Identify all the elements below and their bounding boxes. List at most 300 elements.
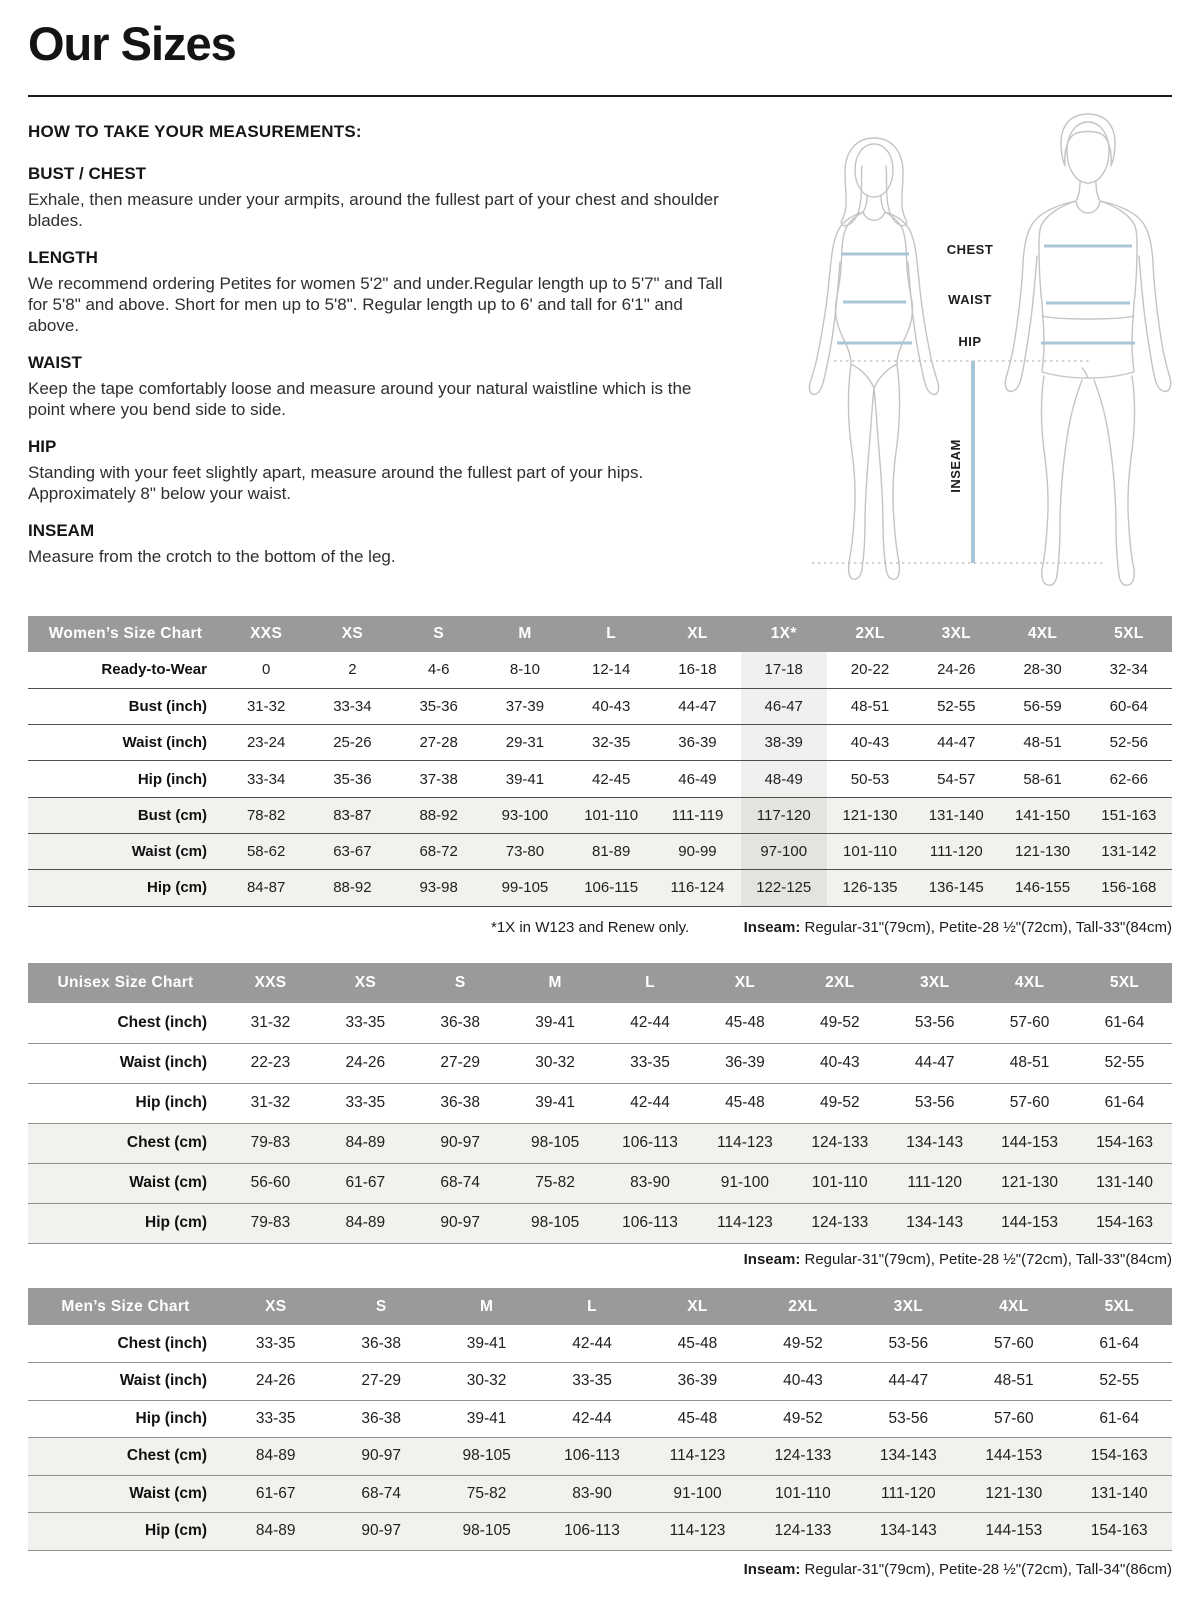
- size-cell: 33-35: [223, 1400, 328, 1438]
- size-cell: 42-45: [568, 761, 654, 797]
- row-label: Waist (inch): [28, 725, 223, 761]
- size-cell: 58-61: [999, 761, 1085, 797]
- size-cell: 38-39: [741, 725, 827, 761]
- row-label: Bust (inch): [28, 688, 223, 724]
- size-column-header: XL: [697, 963, 792, 1003]
- row-label: Waist (inch): [28, 1043, 223, 1083]
- size-column-header: XL: [645, 1288, 750, 1325]
- size-cell: 27-28: [396, 725, 482, 761]
- size-cell: 20-22: [827, 652, 913, 688]
- size-cell: 106-113: [603, 1203, 698, 1243]
- size-cell: 124-133: [792, 1203, 887, 1243]
- size-cell: 84-89: [223, 1438, 328, 1476]
- table-row: [28, 870, 1172, 906]
- size-cell: 39-41: [434, 1325, 539, 1363]
- size-cell: 22-23: [223, 1043, 318, 1083]
- measurement-instructions: [28, 122, 728, 584]
- size-cell: 52-55: [1067, 1363, 1173, 1401]
- size-cell: 56-59: [999, 688, 1085, 724]
- size-cell: 154-163: [1067, 1438, 1173, 1476]
- size-cell: 154-163: [1077, 1123, 1172, 1163]
- table-row: [28, 1363, 1172, 1401]
- size-cell: 156-168: [1086, 870, 1172, 906]
- table-row: [28, 1203, 1172, 1243]
- table-row: [28, 1083, 1172, 1123]
- size-column-header: M: [482, 616, 568, 652]
- table-title: Unisex Size Chart: [28, 963, 223, 1003]
- size-cell: 61-64: [1067, 1325, 1173, 1363]
- size-cell: 134-143: [856, 1438, 961, 1476]
- size-cell: 17-18: [741, 652, 827, 688]
- inseam-label: INSEAM: [948, 439, 963, 493]
- size-cell: 30-32: [508, 1043, 603, 1083]
- womens-1x-footnote: *1X in W123 and Renew only.: [491, 918, 690, 936]
- size-cell: 90-97: [413, 1203, 508, 1243]
- row-label: Waist (cm): [28, 1475, 223, 1513]
- size-cell: 83-87: [309, 797, 395, 833]
- size-cell: 33-35: [318, 1003, 413, 1043]
- size-cell: 40-43: [827, 725, 913, 761]
- size-cell: 144-153: [982, 1123, 1077, 1163]
- inseam-footnote-text: Regular-31"(79cm), Petite-28 ½"(72cm), Tall-34"(86cm): [800, 1560, 1172, 1578]
- size-cell: 88-92: [396, 797, 482, 833]
- size-cell: 36-39: [697, 1043, 792, 1083]
- table-header-row: [28, 616, 1172, 652]
- size-cell: 146-155: [999, 870, 1085, 906]
- size-cell: 39-41: [508, 1083, 603, 1123]
- chest-label: CHEST: [946, 242, 994, 257]
- size-cell: 122-125: [741, 870, 827, 906]
- size-cell: 57-60: [961, 1400, 1066, 1438]
- section-title-bust-chest: BUST / CHEST: [28, 164, 147, 183]
- table-row: [28, 1438, 1172, 1476]
- table-row: [28, 1123, 1172, 1163]
- table-row: [28, 833, 1172, 869]
- size-cell: 61-64: [1077, 1083, 1172, 1123]
- row-label: Chest (cm): [28, 1438, 223, 1476]
- size-column-header: 4XL: [982, 963, 1077, 1003]
- size-cell: 57-60: [982, 1083, 1077, 1123]
- size-cell: 84-89: [318, 1123, 413, 1163]
- table-header-row: [28, 963, 1172, 1003]
- size-cell: 31-32: [223, 1083, 318, 1123]
- size-cell: 16-18: [654, 652, 740, 688]
- size-cell: 52-55: [1077, 1043, 1172, 1083]
- size-cell: 114-123: [645, 1438, 750, 1476]
- size-cell: 39-41: [434, 1400, 539, 1438]
- size-cell: 90-99: [654, 833, 740, 869]
- size-cell: 25-26: [309, 725, 395, 761]
- size-column-header: L: [568, 616, 654, 652]
- size-cell: 33-35: [539, 1363, 644, 1401]
- size-cell: 48-51: [999, 725, 1085, 761]
- size-cell: 0: [223, 652, 309, 688]
- size-cell: 61-67: [223, 1475, 328, 1513]
- unisex-size-chart-section: [28, 963, 1172, 1273]
- size-column-header: XS: [309, 616, 395, 652]
- size-cell: 40-43: [750, 1363, 855, 1401]
- row-label: Hip (cm): [28, 1203, 223, 1243]
- size-cell: 121-130: [982, 1163, 1077, 1203]
- size-cell: 2: [309, 652, 395, 688]
- size-cell: 131-140: [1077, 1163, 1172, 1203]
- row-label: Hip (inch): [28, 761, 223, 797]
- size-cell: 144-153: [961, 1438, 1066, 1476]
- section-title-length: LENGTH: [28, 248, 98, 267]
- size-cell: 33-34: [309, 688, 395, 724]
- size-cell: 48-51: [827, 688, 913, 724]
- table-row: [28, 652, 1172, 688]
- size-cell: 36-39: [645, 1363, 750, 1401]
- size-cell: 114-123: [645, 1513, 750, 1551]
- unisex-chart-footnotes: [28, 1251, 1172, 1273]
- size-column-header: 5XL: [1067, 1288, 1173, 1325]
- size-cell: 117-120: [741, 797, 827, 833]
- size-cell: 32-35: [568, 725, 654, 761]
- inseam-footnote-text: Regular-31"(79cm), Petite-28 ½"(72cm), Tall-33"(84cm): [800, 918, 1172, 936]
- size-cell: 134-143: [887, 1123, 982, 1163]
- size-cell: 46-49: [654, 761, 740, 797]
- size-cell: 62-66: [1086, 761, 1172, 797]
- size-cell: 36-38: [413, 1083, 508, 1123]
- row-label: Hip (inch): [28, 1083, 223, 1123]
- size-column-header: 1X*: [741, 616, 827, 652]
- row-label: Chest (inch): [28, 1003, 223, 1043]
- mens-size-chart-table: [28, 1288, 1172, 1551]
- size-cell: 121-130: [961, 1475, 1066, 1513]
- size-cell: 30-32: [434, 1363, 539, 1401]
- section-body-waist: Keep the tape comfortably loose and measure around your natural waistline which is the point where you bend side to side.: [28, 379, 692, 419]
- hip-label: HIP: [958, 334, 982, 349]
- size-cell: 121-130: [827, 797, 913, 833]
- table-row: [28, 1513, 1172, 1551]
- size-cell: 40-43: [568, 688, 654, 724]
- size-column-header: XS: [318, 963, 413, 1003]
- size-cell: 91-100: [645, 1475, 750, 1513]
- size-cell: 45-48: [697, 1003, 792, 1043]
- size-cell: 28-30: [999, 652, 1085, 688]
- womens-size-chart-section: [28, 616, 1172, 941]
- size-cell: 50-53: [827, 761, 913, 797]
- table-row: [28, 688, 1172, 724]
- table-title: Women’s Size Chart: [28, 616, 223, 652]
- size-cell: 101-110: [827, 833, 913, 869]
- size-column-header: 2XL: [750, 1288, 855, 1325]
- table-row: [28, 1003, 1172, 1043]
- size-cell: 134-143: [887, 1203, 982, 1243]
- size-cell: 111-120: [887, 1163, 982, 1203]
- size-cell: 114-123: [697, 1203, 792, 1243]
- size-cell: 45-48: [645, 1400, 750, 1438]
- size-cell: 29-31: [482, 725, 568, 761]
- size-cell: 33-35: [318, 1083, 413, 1123]
- size-cell: 24-26: [913, 652, 999, 688]
- row-label: Waist (inch): [28, 1363, 223, 1401]
- table-row: [28, 1475, 1172, 1513]
- size-cell: 99-105: [482, 870, 568, 906]
- size-cell: 52-55: [913, 688, 999, 724]
- body-measurement-diagram: [788, 110, 1173, 598]
- size-cell: 44-47: [654, 688, 740, 724]
- size-column-header: 3XL: [887, 963, 982, 1003]
- size-cell: 106-113: [603, 1123, 698, 1163]
- men-size-table: [28, 1288, 1172, 1551]
- womens-size-chart-table: [28, 616, 1172, 907]
- row-label: Ready-to-Wear: [28, 652, 223, 688]
- size-column-header: 5XL: [1077, 963, 1172, 1003]
- size-cell: 136-145: [913, 870, 999, 906]
- size-column-header: L: [539, 1288, 644, 1325]
- row-label: Chest (cm): [28, 1123, 223, 1163]
- size-cell: 98-105: [508, 1123, 603, 1163]
- inseam-footnote-label: Inseam:: [743, 1250, 801, 1268]
- size-cell: 131-142: [1086, 833, 1172, 869]
- size-cell: 32-34: [1086, 652, 1172, 688]
- size-cell: 83-90: [539, 1475, 644, 1513]
- size-cell: 44-47: [856, 1363, 961, 1401]
- size-cell: 111-120: [913, 833, 999, 869]
- table-row: [28, 1325, 1172, 1363]
- section-body-hip: Standing with your feet slightly apart, measure around the fullest part of your hips. Approximately 8" below your waist.: [28, 463, 644, 503]
- size-cell: 42-44: [603, 1083, 698, 1123]
- size-cell: 35-36: [309, 761, 395, 797]
- size-cell: 106-115: [568, 870, 654, 906]
- size-cell: 53-56: [887, 1003, 982, 1043]
- size-cell: 84-87: [223, 870, 309, 906]
- size-column-header: S: [328, 1288, 433, 1325]
- size-cell: 37-38: [396, 761, 482, 797]
- size-cell: 45-48: [645, 1325, 750, 1363]
- size-cell: 114-123: [697, 1123, 792, 1163]
- page-title: Our Sizes: [28, 17, 236, 70]
- size-cell: 98-105: [434, 1513, 539, 1551]
- inseam-footnote-label: Inseam:: [743, 918, 801, 936]
- size-cell: 31-32: [223, 1003, 318, 1043]
- size-cell: 42-44: [539, 1400, 644, 1438]
- unisex-size-table: [28, 963, 1172, 1244]
- size-cell: 48-51: [982, 1043, 1077, 1083]
- mens-size-chart-section: [28, 1288, 1172, 1583]
- male-figure: [1005, 114, 1170, 585]
- size-cell: 56-60: [223, 1163, 318, 1203]
- size-cell: 73-80: [482, 833, 568, 869]
- women-size-table: [28, 616, 1172, 907]
- size-cell: 24-26: [318, 1043, 413, 1083]
- size-cell: 84-89: [223, 1513, 328, 1551]
- size-cell: 33-35: [223, 1325, 328, 1363]
- table-row: [28, 761, 1172, 797]
- size-cell: 75-82: [508, 1163, 603, 1203]
- inseam-footnote-label: Inseam:: [743, 1560, 801, 1578]
- size-cell: 141-150: [999, 797, 1085, 833]
- size-cell: 8-10: [482, 652, 568, 688]
- size-cell: 24-26: [223, 1363, 328, 1401]
- size-cell: 61-67: [318, 1163, 413, 1203]
- row-label: Waist (cm): [28, 1163, 223, 1203]
- size-cell: 49-52: [750, 1400, 855, 1438]
- size-cell: 39-41: [482, 761, 568, 797]
- size-column-header: M: [508, 963, 603, 1003]
- size-cell: 36-38: [413, 1003, 508, 1043]
- size-column-header: XXS: [223, 963, 318, 1003]
- size-cell: 126-135: [827, 870, 913, 906]
- size-cell: 57-60: [982, 1003, 1077, 1043]
- size-cell: 93-100: [482, 797, 568, 833]
- size-cell: 144-153: [961, 1513, 1066, 1551]
- size-cell: 42-44: [603, 1003, 698, 1043]
- womens-inseam-footnote: [744, 919, 1172, 936]
- size-cell: 154-163: [1077, 1203, 1172, 1243]
- section-body-length: We recommend ordering Petites for women 5'2" and under.Regular length up to 5'7" and Tall for 5'8" and above. Short for men up to 5'8". Regular length up to 6' and tall for 6'1" and above.: [28, 274, 723, 335]
- size-cell: 57-60: [961, 1325, 1066, 1363]
- size-cell: 36-38: [328, 1400, 433, 1438]
- size-cell: 31-32: [223, 688, 309, 724]
- size-cell: 84-89: [318, 1203, 413, 1243]
- size-cell: 106-113: [539, 1438, 644, 1476]
- size-cell: 90-97: [328, 1438, 433, 1476]
- size-cell: 101-110: [750, 1475, 855, 1513]
- size-column-header: XXS: [223, 616, 309, 652]
- size-cell: 79-83: [223, 1203, 318, 1243]
- table-row: [28, 725, 1172, 761]
- body-figures-illustration: [788, 110, 1173, 598]
- size-cell: 49-52: [792, 1083, 887, 1123]
- table-header-row: [28, 1288, 1172, 1325]
- table-row: [28, 1163, 1172, 1203]
- size-cell: 27-29: [413, 1043, 508, 1083]
- size-cell: 121-130: [999, 833, 1085, 869]
- section-title-inseam: INSEAM: [28, 521, 95, 540]
- size-cell: 111-120: [856, 1475, 961, 1513]
- size-column-header: XS: [223, 1288, 328, 1325]
- size-cell: 68-74: [413, 1163, 508, 1203]
- size-cell: 90-97: [328, 1513, 433, 1551]
- section-body-bust-chest: Exhale, then measure under your armpits, around the fullest part of your chest and shoulder blades.: [28, 190, 719, 230]
- size-cell: 4-6: [396, 652, 482, 688]
- size-cell: 46-47: [741, 688, 827, 724]
- size-cell: 44-47: [913, 725, 999, 761]
- size-cell: 44-47: [887, 1043, 982, 1083]
- size-cell: 90-97: [413, 1123, 508, 1163]
- size-column-header: 5XL: [1086, 616, 1172, 652]
- size-cell: 53-56: [856, 1325, 961, 1363]
- size-cell: 124-133: [750, 1438, 855, 1476]
- size-cell: 53-56: [887, 1083, 982, 1123]
- size-cell: 48-51: [961, 1363, 1066, 1401]
- size-column-header: 4XL: [999, 616, 1085, 652]
- size-cell: 52-56: [1086, 725, 1172, 761]
- size-cell: 124-133: [792, 1123, 887, 1163]
- size-cell: 60-64: [1086, 688, 1172, 724]
- size-cell: 97-100: [741, 833, 827, 869]
- size-column-header: XL: [654, 616, 740, 652]
- size-cell: 61-64: [1077, 1003, 1172, 1043]
- size-cell: 53-56: [856, 1400, 961, 1438]
- inseam-footnote-text: Regular-31"(79cm), Petite-28 ½"(72cm), Tall-33"(84cm): [800, 1250, 1172, 1268]
- size-cell: 23-24: [223, 725, 309, 761]
- female-figure: [809, 138, 938, 579]
- size-column-header: 3XL: [913, 616, 999, 652]
- womens-chart-footnotes: [28, 919, 1172, 941]
- size-cell: 68-72: [396, 833, 482, 869]
- size-cell: 35-36: [396, 688, 482, 724]
- row-label: Chest (inch): [28, 1325, 223, 1363]
- table-row: [28, 797, 1172, 833]
- size-cell: 81-89: [568, 833, 654, 869]
- size-cell: 68-74: [328, 1475, 433, 1513]
- size-cell: 49-52: [750, 1325, 855, 1363]
- size-cell: 101-110: [792, 1163, 887, 1203]
- section-title-hip: HIP: [28, 437, 57, 456]
- table-row: [28, 1400, 1172, 1438]
- size-column-header: S: [413, 963, 508, 1003]
- size-cell: 37-39: [482, 688, 568, 724]
- size-cell: 91-100: [697, 1163, 792, 1203]
- size-cell: 58-62: [223, 833, 309, 869]
- table-row: [28, 1043, 1172, 1083]
- size-column-header: 2XL: [827, 616, 913, 652]
- size-cell: 83-90: [603, 1163, 698, 1203]
- row-label: Bust (cm): [28, 797, 223, 833]
- row-label: Hip (inch): [28, 1400, 223, 1438]
- section-title-waist: WAIST: [28, 353, 82, 372]
- title-divider: [28, 95, 1172, 97]
- size-cell: 79-83: [223, 1123, 318, 1163]
- size-cell: 106-113: [539, 1513, 644, 1551]
- size-cell: 98-105: [434, 1438, 539, 1476]
- size-cell: 45-48: [697, 1083, 792, 1123]
- size-cell: 88-92: [309, 870, 395, 906]
- size-cell: 111-119: [654, 797, 740, 833]
- size-cell: 93-98: [396, 870, 482, 906]
- section-body-inseam: Measure from the crotch to the bottom of the leg.: [28, 547, 396, 566]
- size-cell: 75-82: [434, 1475, 539, 1513]
- size-cell: 134-143: [856, 1513, 961, 1551]
- size-cell: 49-52: [792, 1003, 887, 1043]
- size-cell: 33-34: [223, 761, 309, 797]
- instructions-heading: HOW TO TAKE YOUR MEASUREMENTS:: [28, 122, 362, 141]
- unisex-inseam-footnote: [744, 1251, 1172, 1268]
- waist-label: WAIST: [948, 292, 992, 307]
- size-cell: 131-140: [913, 797, 999, 833]
- size-cell: 154-163: [1067, 1513, 1173, 1551]
- size-cell: 98-105: [508, 1203, 603, 1243]
- size-cell: 36-39: [654, 725, 740, 761]
- size-cell: 101-110: [568, 797, 654, 833]
- mens-chart-footnotes: [28, 1561, 1172, 1583]
- size-cell: 27-29: [328, 1363, 433, 1401]
- unisex-size-chart-table: [28, 963, 1172, 1244]
- size-cell: 116-124: [654, 870, 740, 906]
- size-column-header: S: [396, 616, 482, 652]
- size-cell: 131-140: [1067, 1475, 1173, 1513]
- table-title: Men’s Size Chart: [28, 1288, 223, 1325]
- size-column-header: 3XL: [856, 1288, 961, 1325]
- size-cell: 33-35: [603, 1043, 698, 1083]
- row-label: Hip (cm): [28, 870, 223, 906]
- size-cell: 54-57: [913, 761, 999, 797]
- size-column-header: 2XL: [792, 963, 887, 1003]
- size-cell: 144-153: [982, 1203, 1077, 1243]
- size-cell: 12-14: [568, 652, 654, 688]
- size-cell: 63-67: [309, 833, 395, 869]
- size-cell: 124-133: [750, 1513, 855, 1551]
- row-label: Waist (cm): [28, 833, 223, 869]
- size-column-header: L: [603, 963, 698, 1003]
- size-cell: 48-49: [741, 761, 827, 797]
- size-cell: 78-82: [223, 797, 309, 833]
- size-cell: 42-44: [539, 1325, 644, 1363]
